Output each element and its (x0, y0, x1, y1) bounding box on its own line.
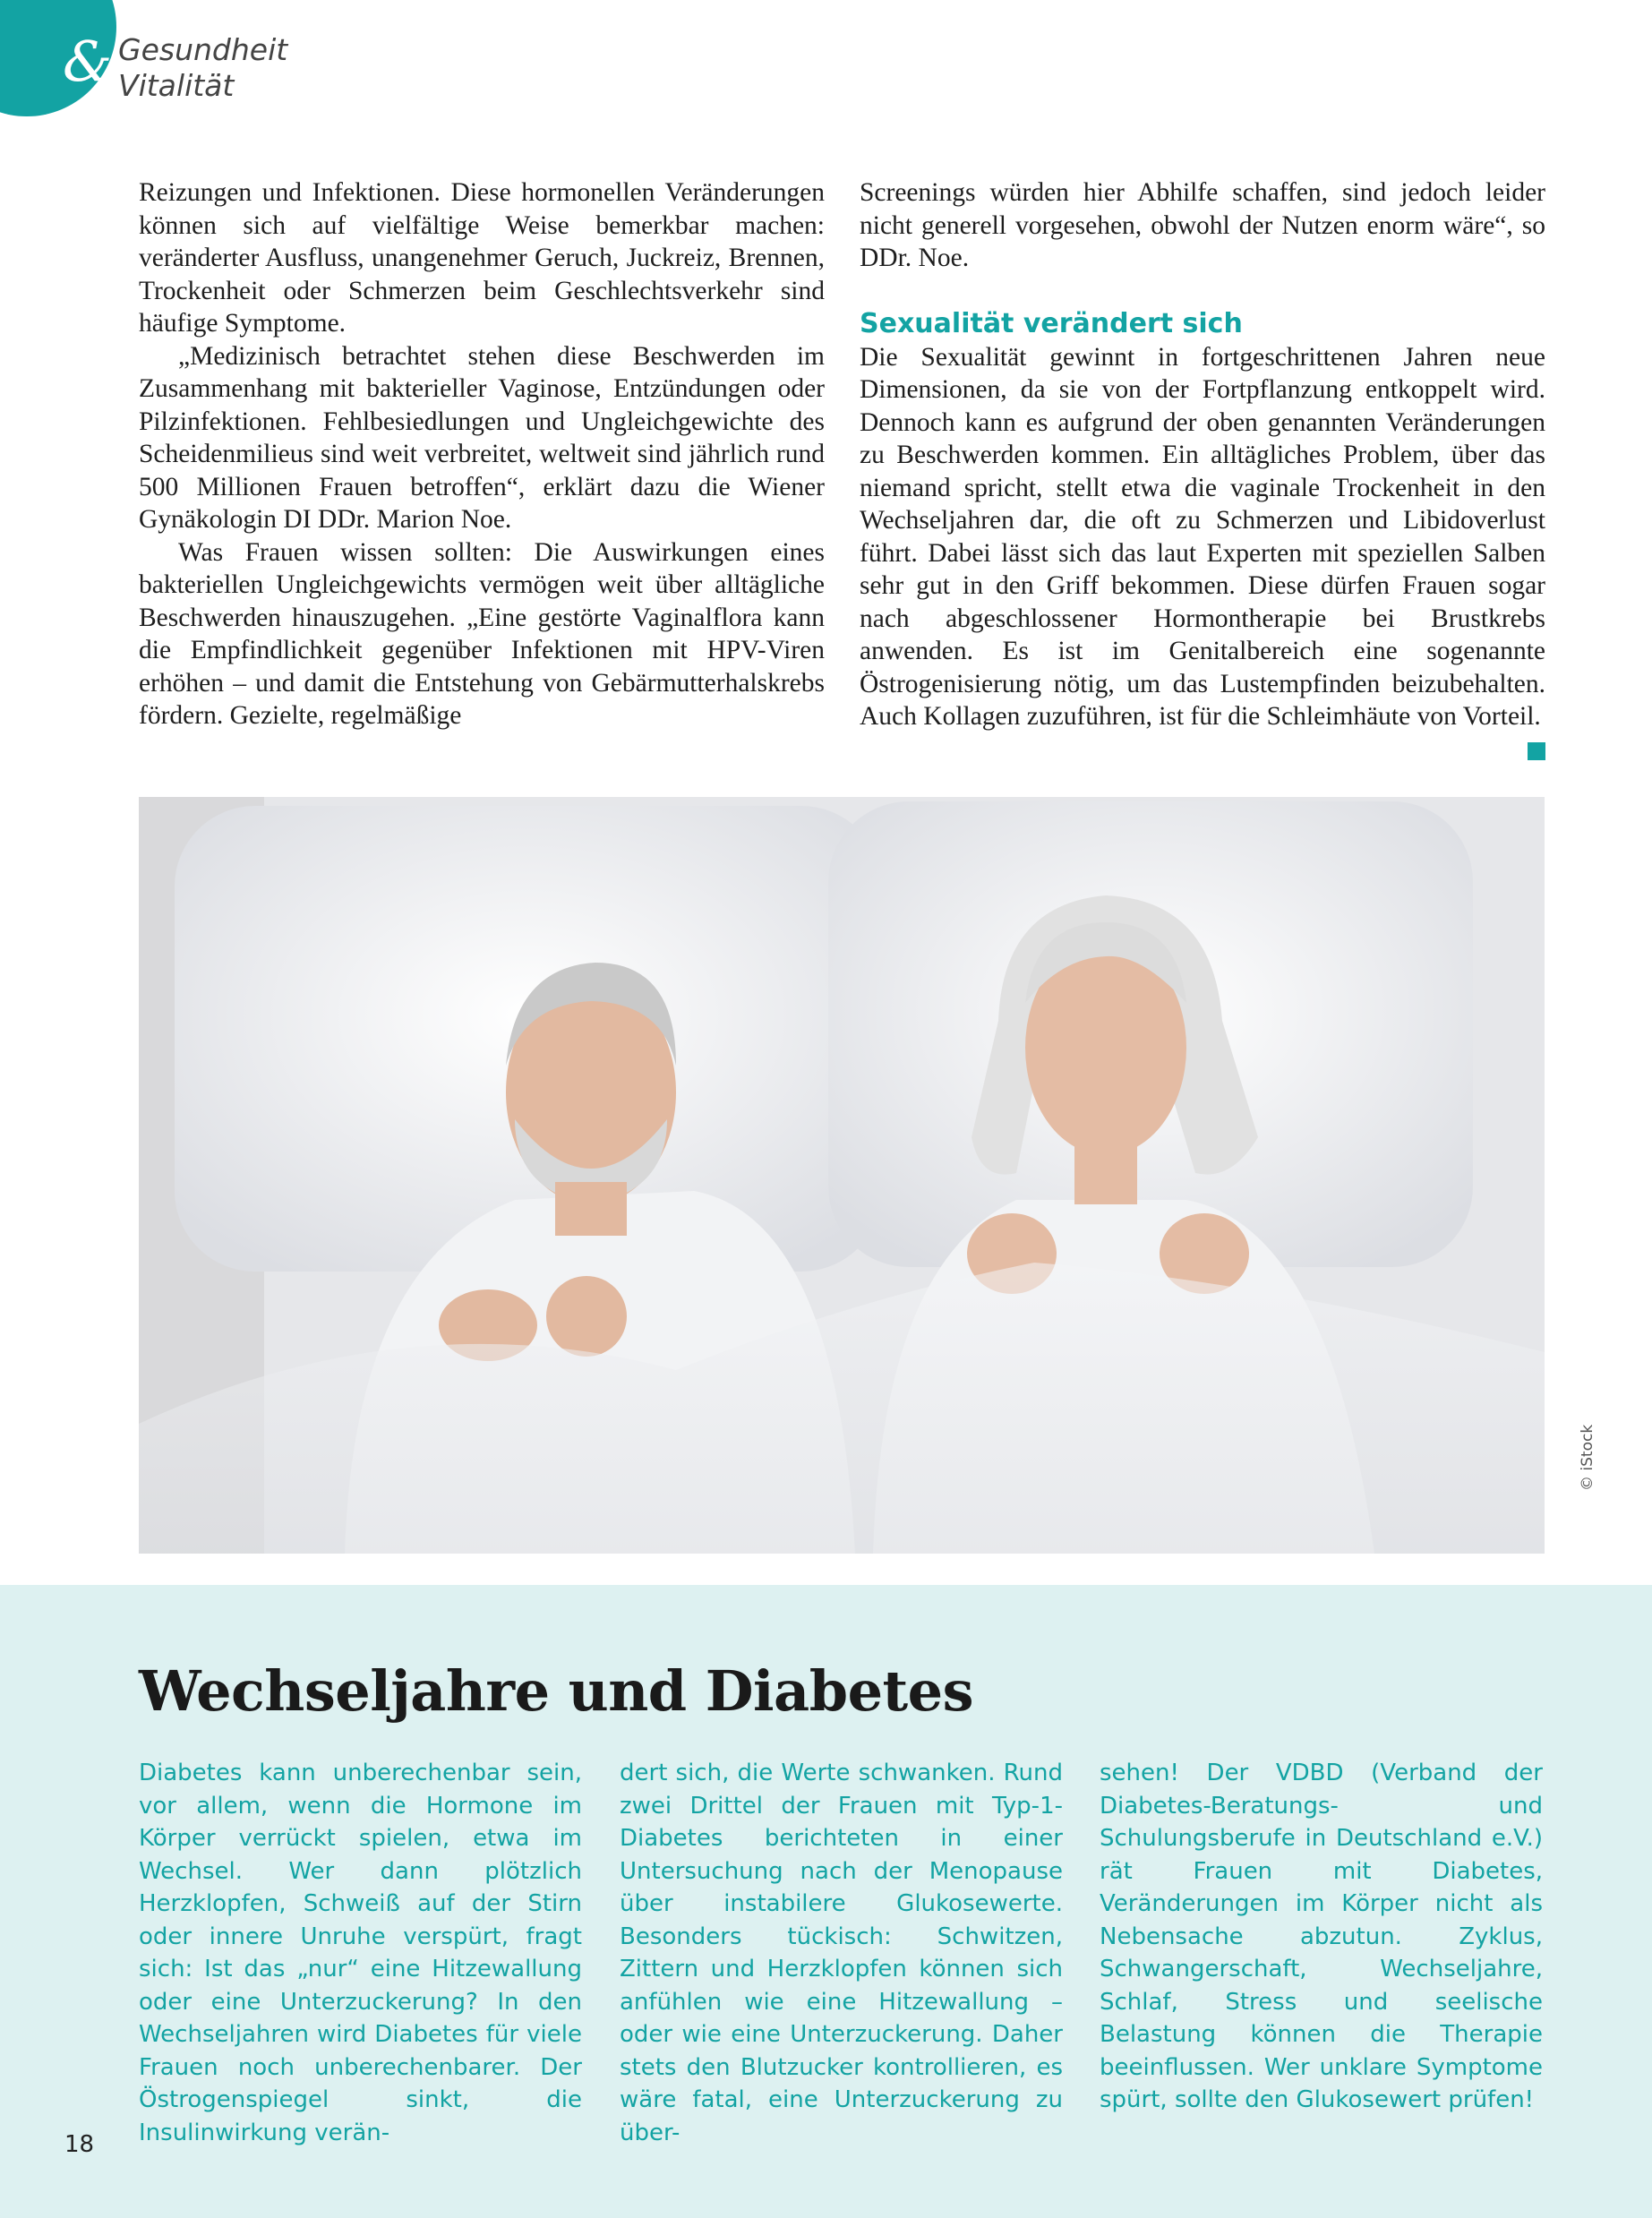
section-title-line1: Gesundheit (118, 32, 288, 67)
article-column-1 (139, 176, 825, 732)
couple-in-bed-illustration (139, 797, 1545, 1554)
ampersand-logo: & (63, 29, 113, 94)
info-box-column-1: Diabetes kann unberechenbar sein, vor allem, wenn die Hormone im Körper verrückt spielen, etwa im Wechsel. Wer dann plötzlich Herzklopfen, Schweiß auf der Stirn oder innere Unruhe verspürt, fragt sich: Ist das „nur“ eine Hitzewallung oder eine Unterzuckerung? In den Wechseljahren wird Diabetes für viele Frauen noch unberechenbarer. Der Östrogenspiegel sinkt, die Insulinwirkung verän- (139, 1760, 582, 2146)
page-number: 18 (64, 2131, 95, 2158)
article-paragraph-text: Die Sexualität gewinnt in fortgeschrittenen Jahren neue Dimensionen, da sie von der Fortpflanzung entkoppelt wird. Dennoch kann es aufgrund der oben genannten Veränderungen zu Beschwerden kommen. Ein alltägliches Problem, über das niemand spricht, stellt etwa die vaginale Trockenheit in den Wechseljahren dar, die oft zu Schmerzen und Libidoverlust führt. Dabei lässt sich das laut Experten mit speziellen Salben sehr gut in den Griff bekommen. Diese dürfen Frauen sogar nach abgeschlossener Hormontherapie bei Brustkrebs anwenden. Es ist im Genitalbereich eine sogenannte Östrogenisierung nötig, um das Lustempfinden beizubehalten. Auch Kollagen zuzuführen, ist für die Schleimhäute von Vorteil. (860, 342, 1545, 731)
info-box-column-3: sehen! Der VDBD (Verband der Diabetes-Beratungs- und Schulungsberufe in Deutschland e.V.) rät Frauen mit Diabetes, Veränderungen im Körper nicht als Nebensache abzutun. Zyklus, Schwangerschaft, Wechseljahre, Schlaf, Stress und seelische Belastung können die Therapie beeinflussen. Wer unklare Symptome spürt, sollte den Glukosewert prüfen! (1100, 1760, 1543, 2113)
end-mark-icon (1528, 742, 1545, 760)
info-box-column-2: dert sich, die Werte schwanken. Rund zwei Drittel der Frauen mit Typ-1-Diabetes berichteten in einer Untersuchung nach der Menopause über instabilere Glukosewerte. Besonders tückisch: Schwitzen, Zittern und Herzklopfen können sich anfühlen wie eine Hitzewallung – oder wie eine Unterzuckerung. Daher stets den Blutzucker kontrollieren, es wäre fatal, eine Unterzuckerung zu über- (620, 1760, 1063, 2146)
article-paragraph (860, 341, 1545, 733)
article-paragraph: Was Frauen wissen sollten: Die Auswirkungen eines bakteriellen Ungleichgewichts vermögen weit über alltägliche Beschwerden hinauszugehen. „Eine gestörte Vaginalflora kann die Empfindlichkeit gegenüber Infektionen mit HPV-Viren erhöhen – und damit die Entstehung von Gebärmutterhalskrebs fördern. Gezielte, regelmäßige (139, 537, 825, 730)
photo-credit: © iStock (1579, 1424, 1596, 1491)
article-photo (139, 797, 1545, 1554)
info-box-title: Wechseljahre und Diabetes (139, 1658, 974, 1724)
article-paragraph: Screenings würden hier Abhilfe schaffen, sind jedoch leider nicht generell vorgesehen, obwohl der Nutzen enorm wäre“, so DDr. Noe. (860, 178, 1545, 272)
article-subheading: Sexualität verändert sich (860, 307, 1243, 339)
section-title (118, 32, 287, 104)
section-title-line2: Vitalität (118, 68, 235, 103)
article-paragraph: Reizungen und Infektionen. Diese hormonellen Veränderungen können sich auf vielfältige Weise bemerkbar machen: veränderter Ausfluss, unangenehmer Geruch, Juckreiz, Brennen, Trockenheit oder Schmerzen beim Geschlechtsverkehr sind häufige Symptome. (139, 178, 825, 338)
article-paragraph: „Medizinisch betrachtet stehen diese Beschwerden im Zusammenhang mit bakterieller Vaginose, Entzündungen oder Pilzinfektionen. Fehlbesiedlungen und Ungleichgewichte des Scheidenmilieus sind weit verbreitet, weltweit sind jährlich rund 500 Millionen Frauen betroffen“, erklärt dazu die Wiener Gynäkologin DI DDr. Marion Noe. (139, 341, 825, 534)
article-column-2 (860, 176, 1545, 760)
